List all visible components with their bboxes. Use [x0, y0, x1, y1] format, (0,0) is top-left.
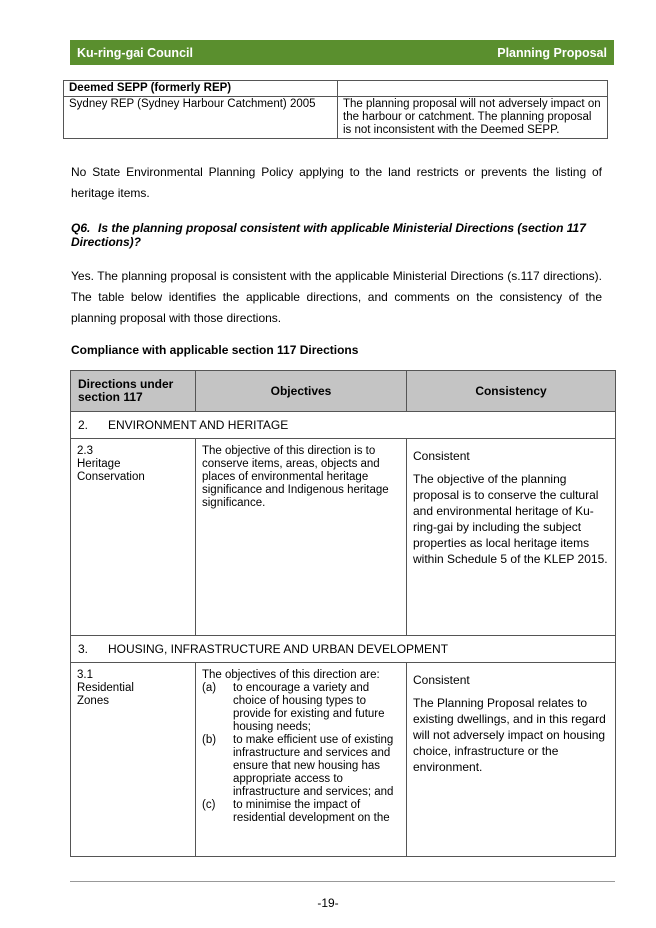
header-directions: Directions under section 117 — [71, 371, 196, 412]
council-name: Ku-ring-gai Council — [77, 45, 193, 60]
footer-divider — [70, 881, 615, 882]
list-item — [202, 734, 400, 799]
section-heading — [71, 412, 616, 439]
header-objectives: Objectives — [196, 371, 407, 412]
section-row-3 — [71, 636, 616, 663]
sepp-statement: No State Environmental Planning Policy applying to the land restricts or prevents the listing of heritage items. — [71, 165, 602, 200]
direction-number: 2.3 — [77, 445, 93, 457]
sepp-policy-name: Sydney REP (Sydney Harbour Catchment) 2005 — [64, 97, 338, 139]
document-title: Planning Proposal — [497, 45, 607, 60]
objective-text: The objective of this direction is to conserve items, areas, objects and places of environmental heritage significance and Indigenous heritage significance. — [202, 445, 389, 509]
sepp-comment: The planning proposal will not adversely impact on the harbour or catchment. The planning proposal is not inconsistent with the Deemed SEPP. — [338, 97, 608, 139]
directions-table — [70, 370, 616, 857]
consistency-status: Consistent — [413, 449, 470, 463]
direction-name: Residential Zones — [77, 682, 134, 707]
direction-cell — [71, 663, 196, 857]
sepp-heading-empty-cell — [338, 81, 608, 97]
consistency-status: Consistent — [413, 673, 470, 687]
objective-cell — [196, 439, 407, 636]
table-header-row — [71, 371, 616, 412]
objective-list — [202, 682, 400, 825]
list-item-label: (b) — [202, 734, 217, 746]
objective-cell — [196, 663, 407, 857]
consistency-comment: The objective of the planning proposal is to conserve the cultural and environmental heritage of Ku-ring-gai by including the subject properties as local heritage items within Schedule 5 of the KLEP 2015. — [413, 472, 608, 566]
direction-number: 3.1 — [77, 669, 93, 681]
page-number: -19- — [317, 896, 339, 910]
question-number: Q6. — [71, 221, 91, 235]
header-consistency: Consistency — [407, 371, 616, 412]
list-item — [202, 799, 400, 825]
section-heading — [71, 636, 616, 663]
direction-cell — [71, 439, 196, 636]
list-item-text: to encourage a variety and choice of housing types to provide for existing and future housing needs; — [233, 682, 385, 733]
direction-row-3-1 — [71, 663, 616, 857]
consistency-comment: The Planning Proposal relates to existing dwellings, and in this regard will not adversely impact on housing choice, infrastructure or the environment. — [413, 696, 606, 774]
consistency-cell — [407, 439, 616, 636]
sepp-heading-row — [64, 81, 608, 97]
deemed-sepp-table — [63, 80, 608, 139]
page-header — [70, 40, 614, 65]
section-title: HOUSING, INFRASTRUCTURE AND URBAN DEVELOPMENT — [108, 641, 449, 656]
objective-intro: The objectives of this direction are: — [202, 669, 380, 681]
section-row-2 — [71, 412, 616, 439]
list-item — [202, 682, 400, 734]
direction-name: Heritage Conservation — [77, 458, 145, 483]
table-caption: Compliance with applicable section 117 Directions — [71, 343, 359, 357]
list-item-text: to make efficient use of existing infrastructure and services and ensure that new housing has appropriate access to infrastructure and services; and — [233, 734, 394, 798]
list-item-text: to minimise the impact of residential development on the — [233, 799, 390, 824]
question-q6 — [71, 221, 602, 249]
sepp-row — [64, 97, 608, 139]
list-item-label: (c) — [202, 799, 216, 811]
sepp-heading: Deemed SEPP (formerly REP) — [64, 81, 338, 97]
consistency-cell — [407, 663, 616, 857]
section-title: ENVIRONMENT AND HERITAGE — [108, 417, 289, 432]
answer-paragraph: Yes. The planning proposal is consistent with the applicable Ministerial Directions (s.117 directions). The table below identifies the applicable directions, and comments on the consistency of the planning proposal with those directions. — [71, 269, 602, 325]
list-item-label: (a) — [202, 682, 217, 694]
section-number: 2. — [78, 417, 89, 432]
section-number: 3. — [78, 641, 89, 656]
direction-row-2-3 — [71, 439, 616, 636]
question-text: Is the planning proposal consistent with applicable Ministerial Directions (section 117 Directions)? — [71, 221, 586, 249]
